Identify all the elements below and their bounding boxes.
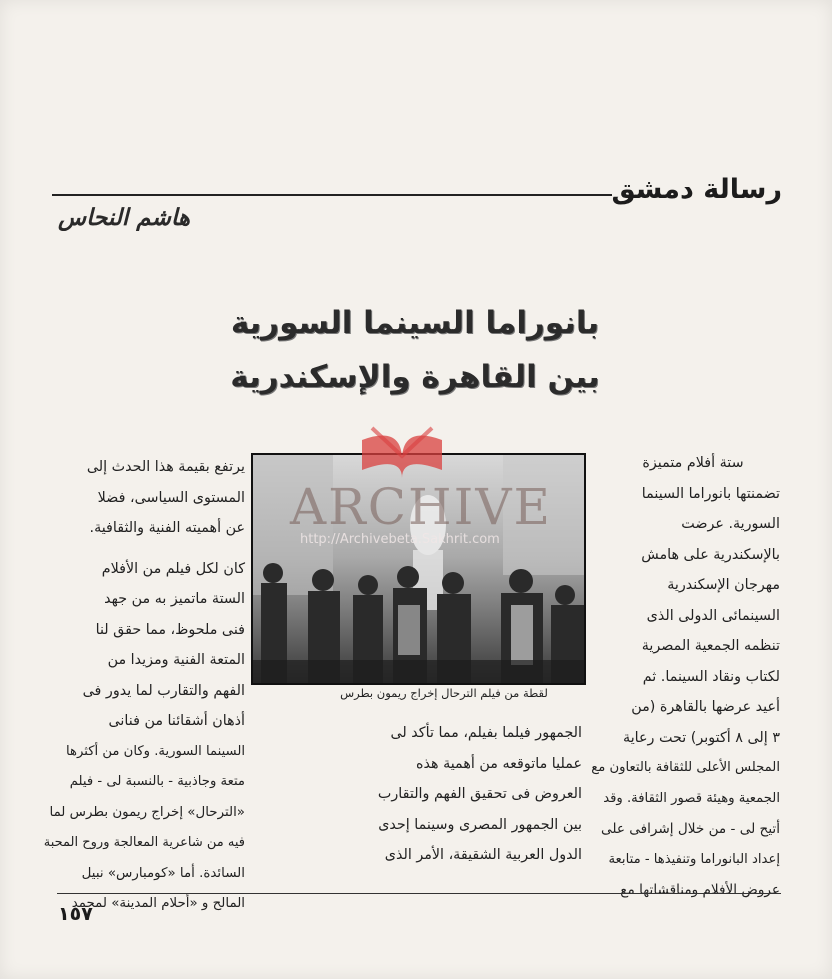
watermark-url: http://Archivebeta.Sakhrit.com <box>300 532 500 547</box>
text-line: بين الجمهور المصرى وسينما إحدى <box>378 816 582 833</box>
section-header <box>52 172 782 208</box>
text-line: المستوى السياسى، فضلا <box>97 489 245 506</box>
right-column <box>591 448 780 906</box>
text-line: السينمائى الدولى الذى <box>646 607 780 624</box>
paragraph-gap <box>60 544 245 554</box>
text-line: «الترحال» إخراج ريمون بطرس لما <box>49 804 245 820</box>
text-line: ستة أفلام متميزة <box>642 455 744 471</box>
headline-line-2: بين القاهرة والإسكندرية <box>230 359 600 395</box>
text-line: كان لكل فيلم من الأفلام <box>101 560 245 577</box>
section-title: رسالة دمشق <box>611 174 782 205</box>
text-line: أتيح لى - من خلال إشرافى على <box>601 821 780 837</box>
text-line: أذهان أشقائنا من فنانى <box>108 713 245 729</box>
text-line: الستة ماتميز به من جهد <box>104 591 245 607</box>
text-line: عروض الأفلام ومناقشاتها مع <box>620 882 780 898</box>
text-line: متعة وجاذبية - بالنسبة لى - فيلم <box>69 774 245 789</box>
text-line: يرتفع بقيمة هذا الحدث إلى <box>86 459 245 475</box>
headline-line-1: بانوراما السينما السورية <box>230 305 600 341</box>
text-line: العروض فى تحقيق الفهم والتقارب <box>377 786 582 802</box>
page-number: ١٥٧ <box>58 903 93 925</box>
text-line: بالإسكندرية على هامش <box>641 546 780 563</box>
text-line: الجمعية وهيئة قصور الثقافة. وقد <box>603 790 780 806</box>
author-name: هاشم النحاس <box>58 205 190 231</box>
text-line: عن أهميته الفنية والثقافية. <box>89 520 245 536</box>
watermark-text: ARCHIVE <box>290 478 552 536</box>
article-headline <box>230 296 600 404</box>
footer-rule <box>57 893 781 894</box>
photo-caption: لقطة من فيلم الترحال إخراج ريمون بطرس <box>340 686 548 700</box>
text-line: أعيد عرضها بالقاهرة (من <box>631 699 780 715</box>
left-column <box>43 452 245 920</box>
text-line: الدول العربية الشقيقة، الأمر الذى <box>384 847 582 863</box>
text-line: عمليا ماتوقعه من أهمية هذه <box>416 755 582 772</box>
text-line: المالح و «أحلام المدينة» لمحمد <box>71 896 245 911</box>
text-line: الفهم والتقارب لما يدور فى <box>82 682 245 699</box>
text-line: المجلس الأعلى للثقافة بالتعاون مع <box>591 760 780 775</box>
text-line: السورية. عرضت <box>681 516 780 532</box>
text-line: تضمنتها بانوراما السينما <box>641 485 780 502</box>
middle-column <box>305 718 582 871</box>
text-line: المتعة الفنية ومزيدا من <box>107 652 245 668</box>
archive-book-icon <box>352 420 452 480</box>
section-rule <box>52 194 612 196</box>
text-line: ٣ إلى ٨ أكتوبر) تحت رعاية <box>623 729 780 746</box>
text-line: لكتاب ونقاد السينما. ثم <box>642 668 780 685</box>
text-line: مهرجان الإسكندرية <box>667 577 780 593</box>
text-line: السينما السورية. وكان من أكثرها <box>66 743 245 759</box>
text-line: تنظمه الجمعية المصرية <box>641 638 780 654</box>
text-line: فنى ملحوظ، مما حقق لنا <box>95 621 245 638</box>
text-line: إعداد البانوراما وتنفيذها - متابعة <box>608 851 780 867</box>
text-line: الجمهور فيلما بفيلم، مما تأكد لى <box>390 725 582 741</box>
text-line: السائدة. أما «كومبارس» نبيل <box>81 865 245 881</box>
text-line: فيه من شاعرية المعالجة وروح المحبة <box>43 835 245 850</box>
